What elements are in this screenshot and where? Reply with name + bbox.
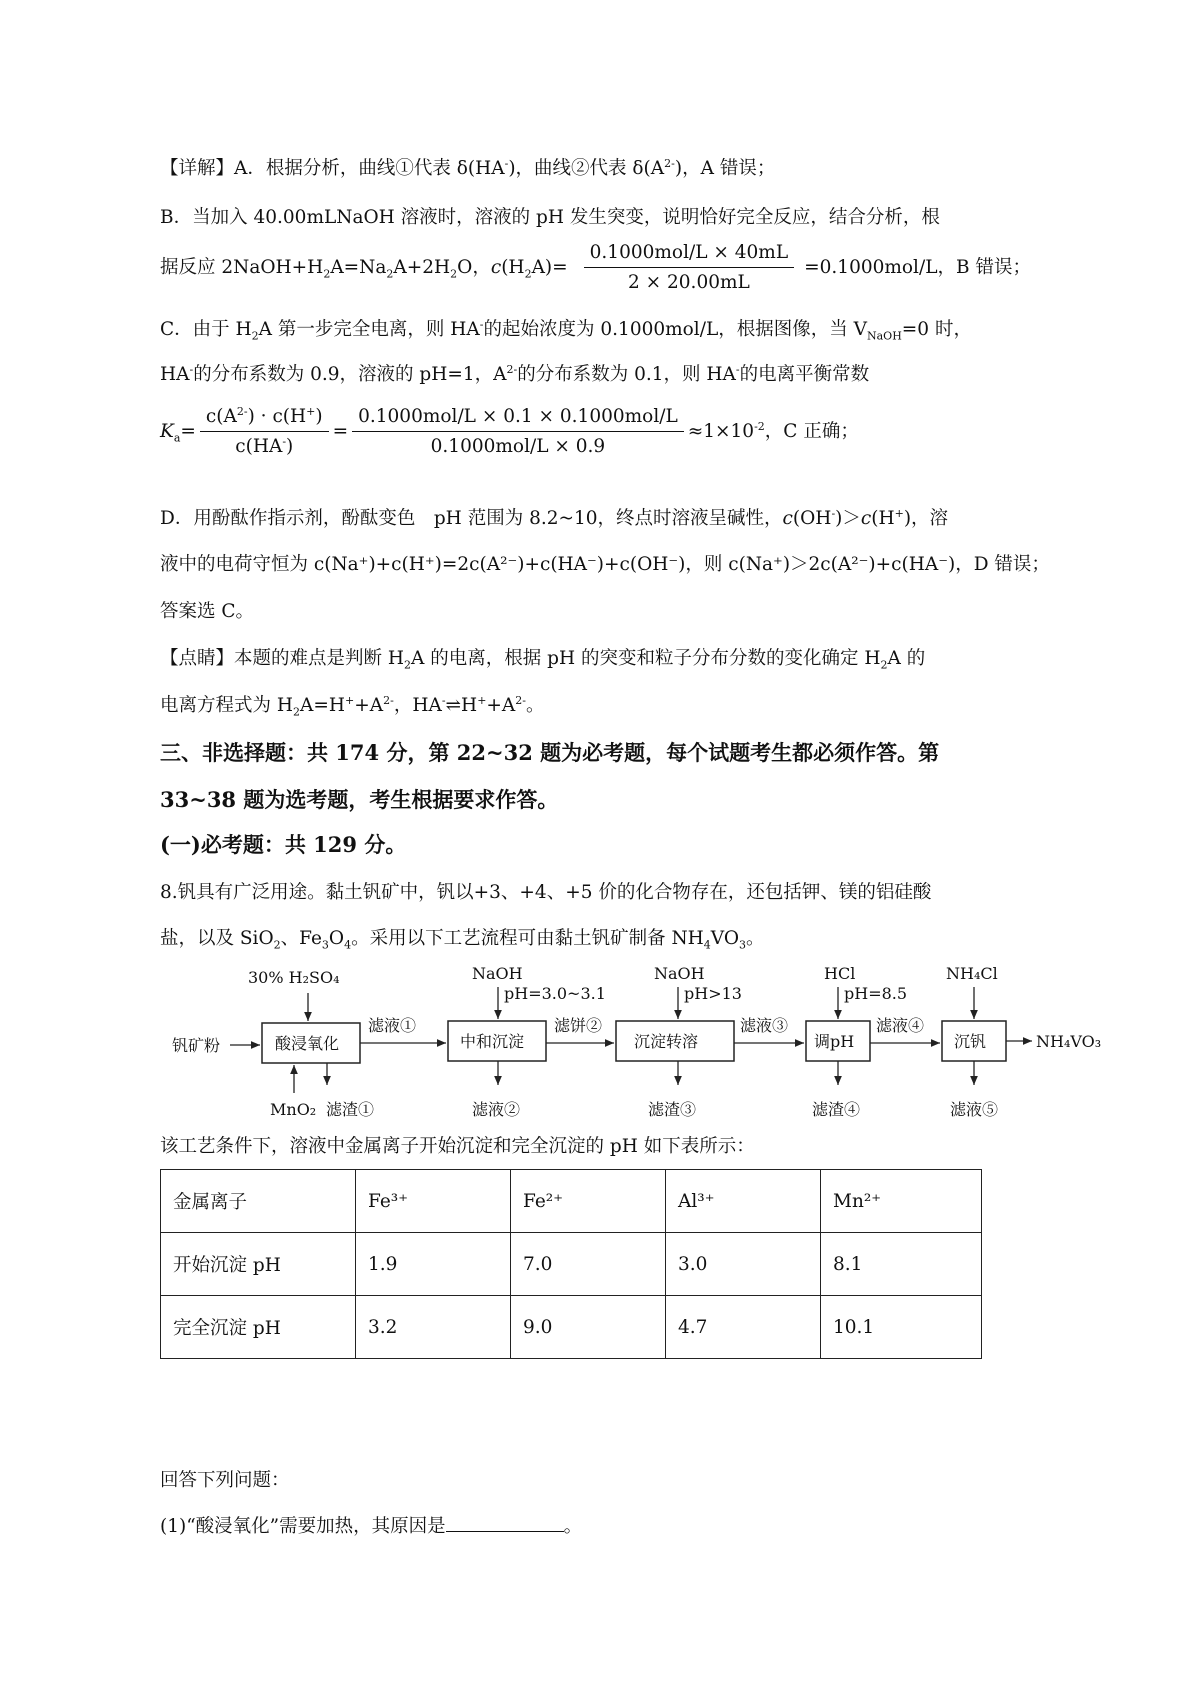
table-cell: 7.0 [511, 1233, 666, 1296]
explanation-c-line1: C．由于 $H_2A$ 第一步完全电离，则 HA-的起始浓度为 0.1000mol/L，根据图像，当 $V_{NaOH}=0$ 时， [160, 317, 972, 343]
answer: 答案选 C。 [160, 601, 255, 622]
flow-link-2: 滤饼② [554, 1016, 603, 1035]
explanation-d-line2: 液中的电荷守恒为 c(Na⁺)+c(H⁺)=2c(A²⁻)+c(HA⁻)+c(OH⁻)，则 c(Na⁺)＞2c(A²⁻)+c(HA⁻)，D 错误； [160, 554, 1050, 575]
explanation-d-line1: D．用酚酞作指示剂，酚酞变色 pH 范围为 8.2~10，终点时溶液呈碱性，c(OH-)＞c(H+)，溶 [160, 506, 949, 529]
answer-blank[interactable] [446, 1517, 564, 1532]
ph-table [160, 1169, 982, 1359]
flow-condition-2: pH=3.0~3.1 [504, 984, 606, 1003]
process-flow-diagram [160, 965, 1120, 1125]
ka-formula: $K_a=$ $\frac{c(A^{2-}) \cdot c(H^+)}{c(HA^-)}$ = $\frac{\text{0.1000mol/L × 0.1 × 0.1000mol/L}}{\text{0.1000mol/L × 0.9}}$ $\approx 1\times 10^{-2}$，C 正确； [160, 404, 859, 457]
section-heading-line2: 33~38 题为选考题，考生根据要求作答。 [160, 787, 559, 812]
point-line2: 电离方程式为 $H_2A=H^++A^{2-}$，$HA^-\rightleftharpoons H^++A^{2-}$。 [160, 693, 545, 719]
table-cell: 8.1 [821, 1233, 982, 1296]
flow-waste-5: 滤液⑤ [950, 1100, 999, 1119]
point-line1: 【点睛】本题的难点是判断 $H_2A$ 的电离，根据 pH 的突变和粒子分布分数的变化确定 $H_2A$ 的 [160, 648, 926, 672]
table-cell: 10.1 [821, 1296, 982, 1359]
flow-input: 钒矿粉 [172, 1036, 221, 1055]
answer-prompt: 回答下列问题： [160, 1470, 290, 1491]
flow-step-5-label: 沉钒 [954, 1032, 987, 1051]
table-cell: 9.0 [511, 1296, 666, 1359]
table-cell: 完全沉淀 pH [161, 1296, 356, 1359]
flow-reagent-1: 30% H₂SO₄ [248, 968, 340, 987]
table-header-cell: Al³⁺ [666, 1170, 821, 1233]
flow-reagent-2: NaOH [472, 965, 523, 983]
flow-condition-3: pH>13 [684, 984, 742, 1003]
explanation-a: 【详解】A．根据分析，曲线①代表 δ(HA-)，曲线②代表 $\delta(A^{2-})$，A 错误； [160, 156, 776, 179]
flow-reagent-5: NH₄Cl [946, 965, 998, 983]
flow-waste-4: 滤渣④ [812, 1100, 861, 1119]
explanation-b-line1: B．当加入 40.00mLNaOH 溶液时，溶液的 pH 发生突变，说明恰好完全反应，结合分析，根 [160, 207, 940, 228]
table-header-cell: Fe²⁺ [511, 1170, 666, 1233]
table-row [161, 1233, 982, 1296]
flow-reagent-4: HCl [824, 965, 856, 983]
table-header-cell: Mn²⁺ [821, 1170, 982, 1233]
flow-output: NH₄VO₃ [1036, 1032, 1102, 1051]
flow-waste-2: 滤液② [472, 1100, 521, 1119]
flow-reagent-3: NaOH [654, 965, 705, 983]
table-cell: 3.0 [666, 1233, 821, 1296]
question8-line2: 盐，以及 SiO$_2$、$Fe_3O_4$。采用以下工艺流程可由黏土钒矿制备 $NH_4VO_3$。 [160, 928, 765, 952]
question8-line1: 8.钒具有广泛用途。黏土钒矿中，钒以+3、+4、+5 价的化合物存在，还包括钾、镁的铝硅酸 [160, 882, 932, 903]
explanation-b-line2: 据反应 $2NaOH+H_2A=Na_2A+2H_2O$，$c(H_2A)=$ $\frac{\text{0.1000mol/L × 40mL}}{2 \times 20.00mL}$ =0.1000mol/L，B 错误； [160, 242, 1031, 293]
table-cell: 开始沉淀 pH [161, 1233, 356, 1296]
flow-waste-1: 滤渣① [326, 1100, 375, 1119]
flow-step-1-label: 酸浸氧化 [275, 1034, 340, 1053]
table-header-cell: Fe³⁺ [356, 1170, 511, 1233]
flow-waste-3: 滤渣③ [648, 1100, 697, 1119]
flow-step-4-label: 调pH [814, 1032, 855, 1051]
flow-condition-4: pH=8.5 [844, 984, 908, 1003]
table-cell: 3.2 [356, 1296, 511, 1359]
explanation-c-line2: HA-的分布系数为 0.9，溶液的 pH=1，$A^{2-}$的分布系数为 0.1，则 HA-的电离平衡常数 [160, 362, 870, 385]
table-cell: 1.9 [356, 1233, 511, 1296]
flow-reagent-1b: MnO₂ [270, 1100, 317, 1119]
table-cell: 4.7 [666, 1296, 821, 1359]
table-header-cell: 金属离子 [161, 1170, 356, 1233]
table-row [161, 1296, 982, 1359]
required-heading: (一)必考题：共 129 分。 [160, 832, 407, 857]
flow-link-3: 滤液③ [740, 1016, 789, 1035]
flow-link-1: 滤液① [368, 1016, 417, 1035]
table-intro: 该工艺条件下，溶液中金属离子开始沉淀和完全沉淀的 pH 如下表所示： [160, 1136, 755, 1157]
flow-link-4: 滤液④ [876, 1016, 925, 1035]
question-1: (1)“酸浸氧化”需要加热，其原因是 。 [160, 1516, 583, 1537]
flow-step-3-label: 沉淀转溶 [634, 1032, 699, 1051]
table-header-row [161, 1170, 982, 1233]
flow-step-2-label: 中和沉淀 [460, 1032, 525, 1051]
fraction-b: $\frac{\text{0.1000mol/L × 40mL}}{2 \times 20.00mL}$ [584, 244, 794, 292]
section-heading-line1: 三、非选择题：共 174 分，第 22~32 题为必考题，每个试题考生都必须作答。第 [160, 740, 940, 765]
